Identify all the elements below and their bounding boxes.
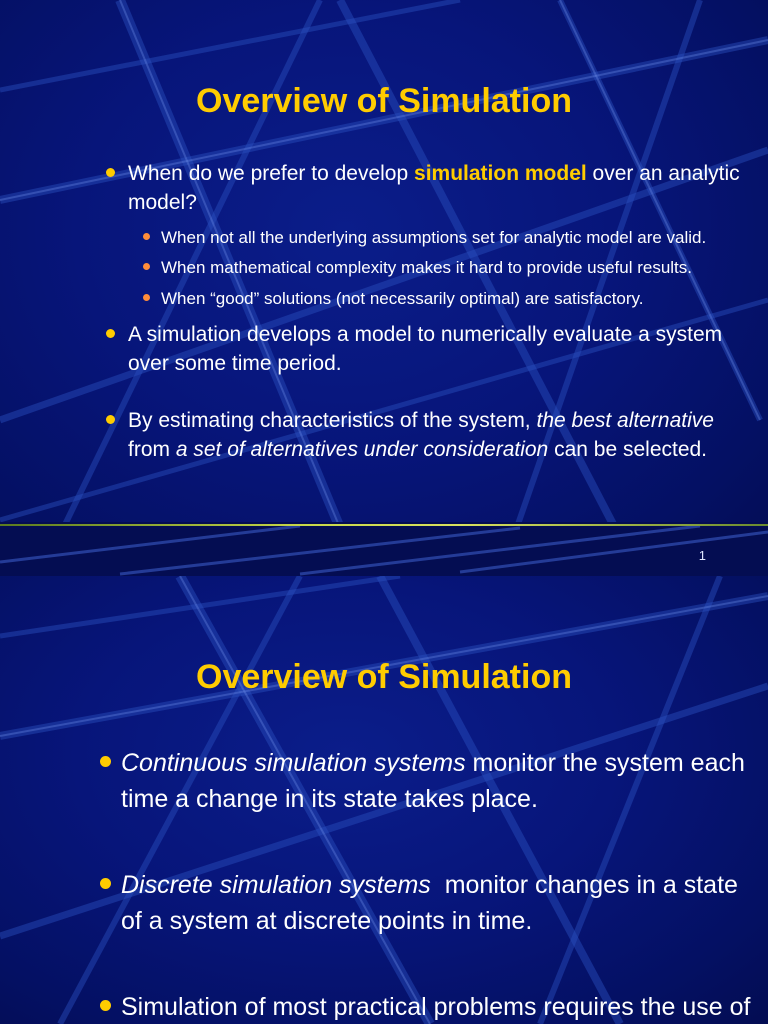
bullet-dot-icon <box>100 756 111 767</box>
bullet-dot-icon <box>106 168 115 177</box>
footer-decoration <box>0 522 768 576</box>
bullet-1-line-2: time a change in its state takes place. <box>121 785 538 813</box>
page-number: 1 <box>698 548 706 563</box>
sub-bullet-dot-icon <box>143 263 150 270</box>
bullet-2-line-2: over some time period. <box>128 352 342 375</box>
bullet-1-line-2: model? <box>128 191 197 214</box>
slide-footer <box>0 522 768 576</box>
bullet-1-text-post: over an analytic <box>586 162 740 185</box>
bullet-2-emphasis: Discrete simulation systems <box>121 871 431 899</box>
bullet-3 <box>128 410 714 460</box>
bullet-3-emphasis-1: the best alternative <box>536 409 714 432</box>
bullet-dot-icon <box>106 329 115 338</box>
bullet-3-line-1: Simulation of most practical problems requires the use of <box>121 993 751 1021</box>
bullet-1-emphasis: Continuous simulation systems <box>121 749 466 777</box>
bullet-1-highlight: simulation model <box>414 162 587 185</box>
slide-title: Overview of Simulation <box>196 658 572 696</box>
bullet-2 <box>121 873 738 934</box>
bullet-dot-icon <box>100 878 111 889</box>
bullet-1-text-pre: When do we prefer to develop <box>128 162 415 185</box>
bullet-2-line-2: of a system at discrete points in time. <box>121 907 533 935</box>
sub-bullet-2: When mathematical complexity makes it hard to provide useful results. <box>161 258 693 277</box>
sub-bullet-3: When “good” solutions (not necessarily optimal) are satisfactory. <box>161 289 644 308</box>
bullet-1-text-post: monitor the system each <box>465 749 745 777</box>
bullet-1 <box>121 751 745 812</box>
bullet-3-line-2-pre: from <box>128 438 176 461</box>
bullet-3-line-2-post: can be selected. <box>548 438 708 461</box>
sub-bullet-dot-icon <box>143 294 150 301</box>
slide-2-content <box>0 576 768 1024</box>
bullet-2 <box>128 324 722 374</box>
sub-bullet-1: When not all the underlying assumptions set for analytic model are valid. <box>161 228 707 247</box>
sub-bullet-dot-icon <box>143 233 150 240</box>
bullet-2-text-post: monitor changes in a state <box>430 871 738 899</box>
footer-divider <box>0 524 768 526</box>
bullet-dot-icon <box>106 415 115 424</box>
slide-2 <box>0 576 768 1024</box>
bullet-dot-icon <box>100 1000 111 1011</box>
bullet-3-emphasis-2: a set of alternatives under consideration <box>175 438 549 461</box>
bullet-1 <box>128 163 740 213</box>
bullet-3-text-pre: By estimating characteristics of the system, <box>128 409 537 432</box>
slide-title: Overview of Simulation <box>196 82 572 120</box>
bullet-2-line-1: A simulation develops a model to numerically evaluate a system <box>128 323 723 346</box>
